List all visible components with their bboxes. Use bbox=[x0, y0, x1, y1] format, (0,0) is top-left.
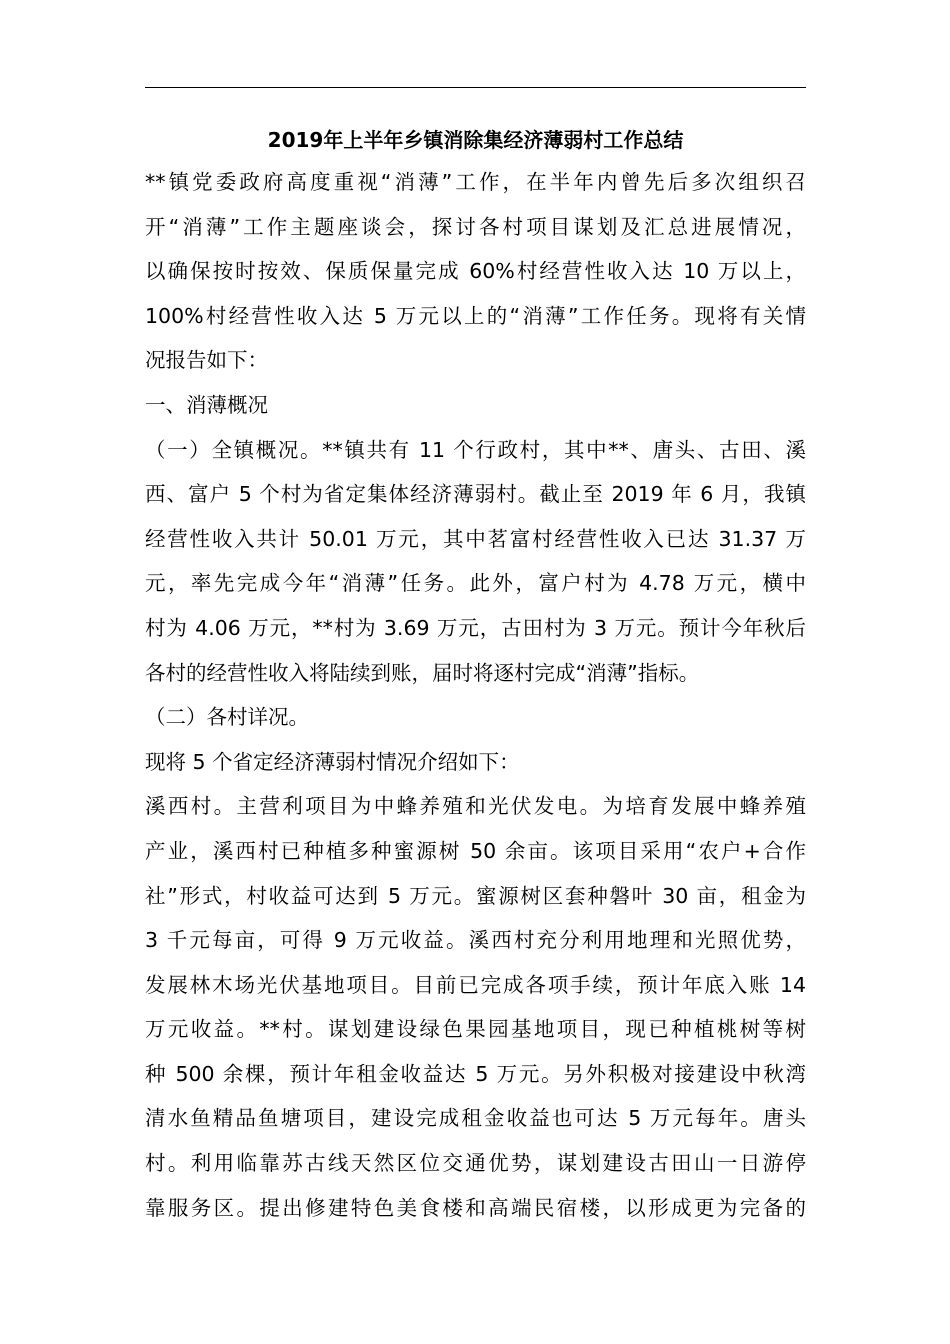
body-line: （一）全镇概况。**镇共有 11 个行政村，其中**、唐头、古田、溪 bbox=[145, 437, 806, 462]
document-title: 2019年上半年乡镇消除集经济薄弱村工作总结 bbox=[267, 128, 684, 152]
body-line: 以确保按时按效、保质保量完成 60%村经营性收入达 10 万以上， bbox=[145, 259, 806, 284]
body-line: 靠服务区。提出修建特色美食楼和高端民宿楼，以形成更为完备的 bbox=[145, 1195, 806, 1220]
body-line: （二）各村详况。 bbox=[145, 705, 309, 730]
header-rule bbox=[145, 87, 806, 88]
body-line: 100%村经营性收入达 5 万元以上的“消薄”工作任务。现将有关情 bbox=[145, 303, 806, 328]
body-line: 社”形式，村收益可达到 5 万元。蜜源树区套种磐叶 30 亩，租金为 bbox=[145, 883, 806, 908]
body-line: 3 千元每亩，可得 9 万元收益。溪西村充分利用地理和光照优势， bbox=[145, 928, 806, 953]
body-line: 各村的经营性收入将陆续到账，届时将逐村完成“消薄”指标。 bbox=[145, 660, 700, 685]
body-line: 一、消薄概况 bbox=[145, 392, 268, 417]
body-line: 发展林木场光伏基地项目。目前已完成各项手续，预计年底入账 14 bbox=[145, 972, 806, 997]
body-line: 经营性收入共计 50.01 万元，其中茗富村经营性收入已达 31.37 万 bbox=[145, 526, 806, 551]
body-line: 村。利用临靠苏古线天然区位交通优势，谋划建设古田山一日游停 bbox=[145, 1151, 806, 1176]
body-line: 清水鱼精品鱼塘项目，建设完成租金收益也可达 5 万元每年。唐头 bbox=[145, 1106, 806, 1131]
body-line: 西、富户 5 个村为省定集体经济薄弱村。截止至 2019 年 6 月，我镇 bbox=[145, 482, 806, 507]
document-body bbox=[145, 160, 806, 1230]
body-line: 元，率先完成今年“消薄”任务。此外，富户村为 4.78 万元，横中 bbox=[145, 571, 806, 596]
body-line: 溪西村。主营利项目为中蜂养殖和光伏发电。为培育发展中蜂养殖 bbox=[145, 794, 806, 819]
body-line: **镇党委政府高度重视“消薄”工作，在半年内曾先后多次组织召 bbox=[145, 170, 806, 194]
body-line: 万元收益。**村。谋划建设绿色果园基地项目，现已种植桃树等树 bbox=[145, 1017, 806, 1042]
body-line: 况报告如下： bbox=[145, 348, 268, 373]
body-line: 村为 4.06 万元，**村为 3.69 万元，古田村为 3 万元。预计今年秋后 bbox=[145, 615, 806, 640]
body-line: 现将 5 个省定经济薄弱村情况介绍如下： bbox=[145, 749, 520, 774]
body-line: 产业，溪西村已种植多种蜜源树 50 余亩。该项目采用“农户+合作 bbox=[145, 838, 806, 863]
body-line: 种 500 余棵，预计年租金收益达 5 万元。另外积极对接建设中秋湾 bbox=[145, 1061, 806, 1086]
body-line: 开“消薄”工作主题座谈会，探讨各村项目谋划及汇总进展情况， bbox=[145, 214, 806, 239]
